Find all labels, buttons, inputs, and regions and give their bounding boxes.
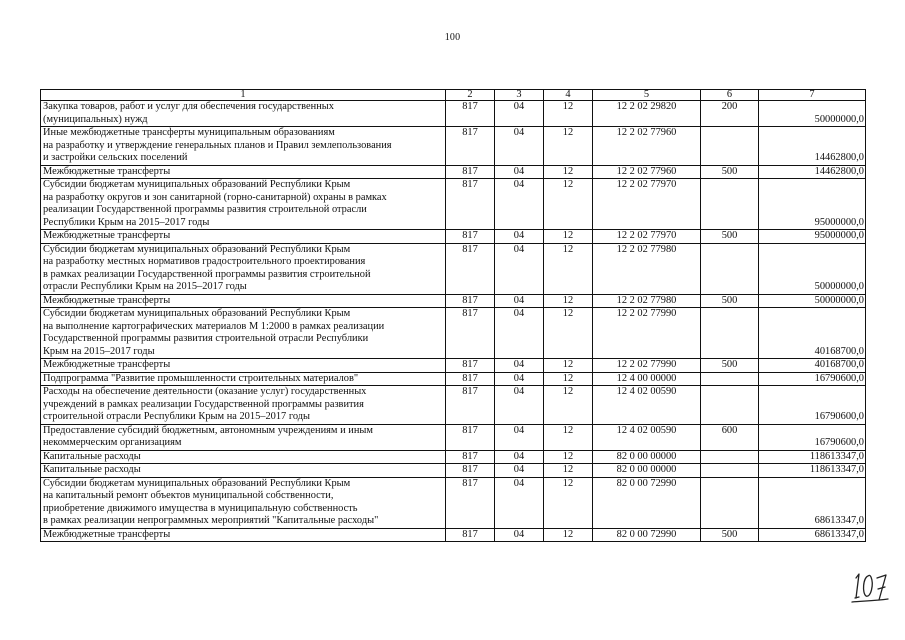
- description-cell: Субсидии бюджетам муниципальных образований Республики Крым на разработку местных нормативов градостроительного проектирования в рамках реализации Государственной программы развития строительной отрасли Республики Крым на 2015–2017 годы: [41, 243, 446, 294]
- table-row: [41, 308, 866, 359]
- section-code-cell: 04: [495, 359, 544, 373]
- expense-type-cell: 500: [701, 230, 759, 244]
- description-cell: Расходы на обеспечение деятельности (оказание услуг) государственных учреждений в рамках реализации Государственной программы развития строительной отрасли Республики Крым на 2015–2017 годы: [41, 386, 446, 425]
- amount-cell: 95000000,0: [759, 230, 866, 244]
- target-article-cell: 12 2 02 77980: [593, 294, 701, 308]
- section-code-cell: 04: [495, 127, 544, 166]
- target-article-cell: 12 2 02 77980: [593, 243, 701, 294]
- ministry-code-cell: 817: [446, 127, 495, 166]
- subsection-code-cell: 12: [544, 464, 593, 478]
- table-row: [41, 386, 866, 425]
- ministry-code-cell: 817: [446, 179, 495, 230]
- section-code-cell: 04: [495, 528, 544, 542]
- ministry-code-cell: 817: [446, 386, 495, 425]
- amount-cell: 14462800,0: [759, 127, 866, 166]
- ministry-code-cell: 817: [446, 308, 495, 359]
- description-cell: Межбюджетные трансферты: [41, 230, 446, 244]
- amount-cell: 118613347,0: [759, 450, 866, 464]
- header-row: [41, 90, 866, 101]
- target-article-cell: 12 2 02 77970: [593, 230, 701, 244]
- section-code-cell: 04: [495, 308, 544, 359]
- table-row: [41, 165, 866, 179]
- table-row: [41, 243, 866, 294]
- table-row: [41, 101, 866, 127]
- expense-type-cell: [701, 179, 759, 230]
- amount-cell: 16790600,0: [759, 372, 866, 386]
- header-cell-3: 3: [495, 90, 544, 101]
- ministry-code-cell: 817: [446, 477, 495, 528]
- subsection-code-cell: 12: [544, 308, 593, 359]
- ministry-code-cell: 817: [446, 243, 495, 294]
- table-row: [41, 179, 866, 230]
- target-article-cell: 82 0 00 00000: [593, 464, 701, 478]
- expense-type-cell: [701, 243, 759, 294]
- amount-cell: 68613347,0: [759, 477, 866, 528]
- expense-type-cell: 500: [701, 294, 759, 308]
- subsection-code-cell: 12: [544, 230, 593, 244]
- ministry-code-cell: 817: [446, 424, 495, 450]
- subsection-code-cell: 12: [544, 450, 593, 464]
- description-cell: Межбюджетные трансферты: [41, 165, 446, 179]
- subsection-code-cell: 12: [544, 243, 593, 294]
- amount-cell: 16790600,0: [759, 386, 866, 425]
- header-cell-6: 6: [701, 90, 759, 101]
- target-article-cell: 82 0 00 72990: [593, 477, 701, 528]
- subsection-code-cell: 12: [544, 359, 593, 373]
- expense-type-cell: [701, 308, 759, 359]
- target-article-cell: 12 4 02 00590: [593, 424, 701, 450]
- section-code-cell: 04: [495, 179, 544, 230]
- description-cell: Подпрограмма "Развитие промышленности строительных материалов": [41, 372, 446, 386]
- subsection-code-cell: 12: [544, 294, 593, 308]
- page-number: 100: [444, 32, 461, 43]
- subsection-code-cell: 12: [544, 101, 593, 127]
- table-row: [41, 230, 866, 244]
- section-code-cell: 04: [495, 165, 544, 179]
- subsection-code-cell: 12: [544, 424, 593, 450]
- amount-cell: 50000000,0: [759, 294, 866, 308]
- ministry-code-cell: 817: [446, 450, 495, 464]
- description-cell: Закупка товаров, работ и услуг для обеспечения государственных (муниципальных) нужд: [41, 101, 446, 127]
- expense-type-cell: 500: [701, 359, 759, 373]
- table-row: [41, 528, 866, 542]
- description-cell: Межбюджетные трансферты: [41, 359, 446, 373]
- section-code-cell: 04: [495, 101, 544, 127]
- expense-type-cell: [701, 477, 759, 528]
- amount-cell: 95000000,0: [759, 179, 866, 230]
- description-cell: Предоставление субсидий бюджетным, автономным учреждениям и иным некоммерческим организациям: [41, 424, 446, 450]
- description-cell: Субсидии бюджетам муниципальных образований Республики Крым на капитальный ремонт объектов муниципальной собственности, приобретение движимого имущества в муниципальную собственность в рамках реализации непрограммных мероприятий "Капитальные расходы": [41, 477, 446, 528]
- section-code-cell: 04: [495, 464, 544, 478]
- section-code-cell: 04: [495, 372, 544, 386]
- target-article-cell: 82 0 00 00000: [593, 450, 701, 464]
- expense-type-cell: [701, 372, 759, 386]
- expense-type-cell: [701, 386, 759, 425]
- amount-cell: 118613347,0: [759, 464, 866, 478]
- section-code-cell: 04: [495, 386, 544, 425]
- expense-type-cell: 500: [701, 528, 759, 542]
- section-code-cell: 04: [495, 450, 544, 464]
- target-article-cell: 12 2 02 77990: [593, 359, 701, 373]
- subsection-code-cell: 12: [544, 165, 593, 179]
- amount-cell: 50000000,0: [759, 101, 866, 127]
- table-row: [41, 464, 866, 478]
- ministry-code-cell: 817: [446, 372, 495, 386]
- header-cell-7: 7: [759, 90, 866, 101]
- description-cell: Межбюджетные трансферты: [41, 528, 446, 542]
- ministry-code-cell: 817: [446, 101, 495, 127]
- expense-type-cell: 200: [701, 101, 759, 127]
- expense-type-cell: [701, 464, 759, 478]
- table-row: [41, 372, 866, 386]
- description-cell: Субсидии бюджетам муниципальных образований Республики Крым на разработку округов и зон санитарной (горно-санитарной) охраны в рамках реализации Государственной программы развития строительной отрасли Республики Крым на 2015–2017 годы: [41, 179, 446, 230]
- table-row: [41, 477, 866, 528]
- subsection-code-cell: 12: [544, 528, 593, 542]
- header-cell-5: 5: [593, 90, 701, 101]
- amount-cell: 50000000,0: [759, 243, 866, 294]
- target-article-cell: 12 4 02 00590: [593, 386, 701, 425]
- subsection-code-cell: 12: [544, 372, 593, 386]
- table-row: [41, 294, 866, 308]
- amount-cell: 68613347,0: [759, 528, 866, 542]
- target-article-cell: 12 2 02 77990: [593, 308, 701, 359]
- subsection-code-cell: 12: [544, 127, 593, 166]
- budget-table: [40, 89, 866, 542]
- subsection-code-cell: 12: [544, 477, 593, 528]
- description-cell: Капитальные расходы: [41, 450, 446, 464]
- description-cell: Межбюджетные трансферты: [41, 294, 446, 308]
- description-cell: Иные межбюджетные трансферты муниципальным образованиям на разработку и утверждение генеральных планов и Правил землепользования и застройки сельских поселений: [41, 127, 446, 166]
- table-row: [41, 450, 866, 464]
- section-code-cell: 04: [495, 477, 544, 528]
- amount-cell: 40168700,0: [759, 359, 866, 373]
- section-code-cell: 04: [495, 294, 544, 308]
- ministry-code-cell: 817: [446, 359, 495, 373]
- amount-cell: 40168700,0: [759, 308, 866, 359]
- target-article-cell: 12 2 02 77970: [593, 179, 701, 230]
- header-cell-1: 1: [41, 90, 446, 101]
- section-code-cell: 04: [495, 424, 544, 450]
- expense-type-cell: 500: [701, 165, 759, 179]
- target-article-cell: 12 2 02 29820: [593, 101, 701, 127]
- target-article-cell: 82 0 00 72990: [593, 528, 701, 542]
- table-body: [41, 90, 866, 542]
- section-code-cell: 04: [495, 243, 544, 294]
- target-article-cell: 12 2 02 77960: [593, 165, 701, 179]
- expense-type-cell: [701, 127, 759, 166]
- ministry-code-cell: 817: [446, 165, 495, 179]
- subsection-code-cell: 12: [544, 179, 593, 230]
- target-article-cell: 12 2 02 77960: [593, 127, 701, 166]
- header-cell-2: 2: [446, 90, 495, 101]
- ministry-code-cell: 817: [446, 528, 495, 542]
- description-cell: Субсидии бюджетам муниципальных образований Республики Крым на выполнение картографических материалов М 1:2000 в рамках реализации Государственной программы развития строительной отрасли Республики Крым на 2015–2017 годы: [41, 308, 446, 359]
- amount-cell: 14462800,0: [759, 165, 866, 179]
- section-code-cell: 04: [495, 230, 544, 244]
- target-article-cell: 12 4 00 00000: [593, 372, 701, 386]
- ministry-code-cell: 817: [446, 464, 495, 478]
- table-row: [41, 127, 866, 166]
- description-cell: Капитальные расходы: [41, 464, 446, 478]
- table-row: [41, 359, 866, 373]
- subsection-code-cell: 12: [544, 386, 593, 425]
- expense-type-cell: 600: [701, 424, 759, 450]
- table-row: [41, 424, 866, 450]
- handwritten-note: [850, 568, 890, 604]
- header-cell-4: 4: [544, 90, 593, 101]
- amount-cell: 16790600,0: [759, 424, 866, 450]
- ministry-code-cell: 817: [446, 230, 495, 244]
- expense-type-cell: [701, 450, 759, 464]
- ministry-code-cell: 817: [446, 294, 495, 308]
